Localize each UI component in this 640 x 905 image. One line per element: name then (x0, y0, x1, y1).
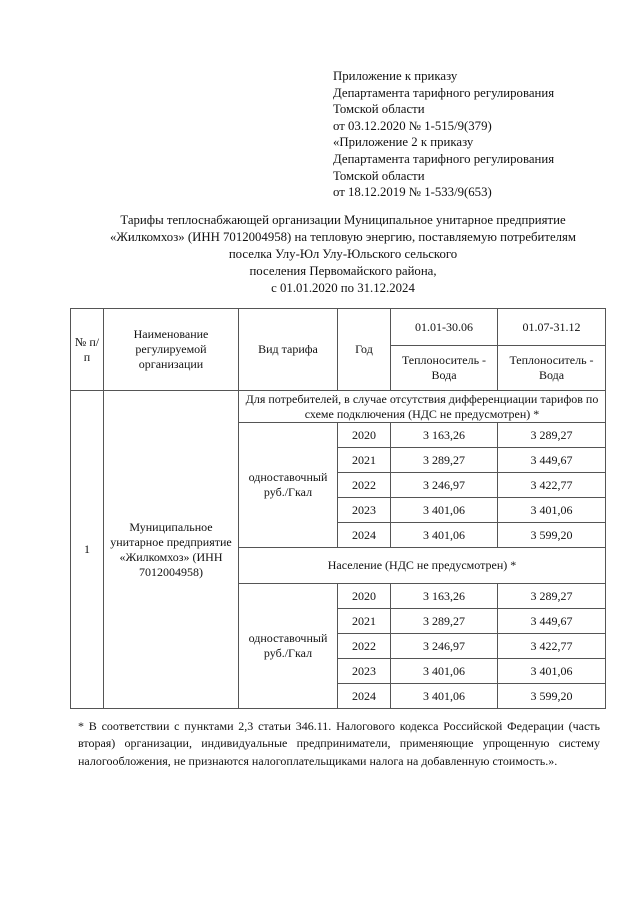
tariff-type: одноставочный руб./Гкал (239, 584, 338, 709)
tariff-h2-cell: 3 422,77 (498, 634, 606, 659)
tariff-h1-cell: 3 163,26 (391, 423, 498, 448)
tariff-h1-cell: 3 401,06 (391, 498, 498, 523)
tariff-h2-cell: 3 401,06 (498, 659, 606, 684)
header-org: Наименование регулируемой организации (104, 309, 239, 391)
header-line: Томской области (333, 102, 425, 117)
title-line: Тарифы теплоснабжающей организации Муниципальное унитарное предприятие (120, 213, 566, 227)
tariff-h2-cell: 3 401,06 (498, 498, 606, 523)
document-title (90, 212, 596, 297)
tariff-type: одноставочный руб./Гкал (239, 423, 338, 548)
tariff-h1-cell: 3 289,27 (391, 448, 498, 473)
header-line: Департамента тарифного регулирования (333, 85, 555, 100)
year-cell: 2024 (338, 684, 391, 709)
organization-name: Муниципальное унитарное предприятие «Жилкомхоз» (ИНН 7012004958) (104, 391, 239, 709)
year-cell: 2020 (338, 584, 391, 609)
tariff-h1-cell: 3 246,97 (391, 634, 498, 659)
tariff-h1-cell: 3 163,26 (391, 584, 498, 609)
tariff-h1-cell: 3 246,97 (391, 473, 498, 498)
tariff-h2-cell: 3 449,67 (498, 448, 606, 473)
tariff-h2-cell: 3 599,20 (498, 684, 606, 709)
year-cell: 2021 (338, 448, 391, 473)
order-header (333, 68, 554, 201)
header-line: от 18.12.2019 № 1-533/9(653) (333, 185, 492, 200)
tariff-table (70, 308, 606, 709)
header-num: № п/п (71, 309, 104, 391)
year-cell: 2022 (338, 634, 391, 659)
tariff-h2-cell: 3 449,67 (498, 609, 606, 634)
header-line: от 03.12.2020 № 1-515/9(379) (333, 118, 492, 133)
title-line: поселения Первомайского района, (249, 264, 437, 278)
header-carrier2: Теплоноситель - Вода (498, 346, 606, 391)
tariff-h2-cell: 3 599,20 (498, 523, 606, 548)
title-line: «Жилкомхоз» (ИНН 7012004958) на тепловую энергию, поставляемую потребителям (109, 230, 577, 244)
section-title: Население (НДС не предусмотрен) * (239, 548, 606, 584)
tariff-h2-cell: 3 289,27 (498, 423, 606, 448)
year-cell: 2021 (338, 609, 391, 634)
year-cell: 2022 (338, 473, 391, 498)
header-period2: 01.07-31.12 (498, 309, 606, 346)
header-line: Приложение к приказу (333, 69, 458, 83)
section-title: Для потребителей, в случае отсутствия дифференциации тарифов по схеме подключения (НДС не предусмотрен) * (239, 391, 606, 423)
footnote: * В соответствии с пунктами 2,3 статьи 346.11. Налогового кодекса Российской Федерации (часть вторая) организации, индивидуальные предприниматели, применяющие упрощенную систему налогообложения, не признаются налогоплательщиками налога на добавленную стоимость.». (78, 719, 600, 768)
tariff-h1-cell: 3 401,06 (391, 684, 498, 709)
header-carrier1: Теплоноситель - Вода (391, 346, 498, 391)
tariff-h2-cell: 3 289,27 (498, 584, 606, 609)
tariff-h2-cell: 3 422,77 (498, 473, 606, 498)
section-row (71, 391, 606, 423)
header-year: Год (338, 309, 391, 391)
year-cell: 2023 (338, 659, 391, 684)
year-cell: 2020 (338, 423, 391, 448)
year-cell: 2023 (338, 498, 391, 523)
title-line: поселка Улу-Юл Улу-Юльского сельского (228, 247, 458, 261)
header-line: Томской области (333, 168, 425, 183)
tariff-h1-cell: 3 401,06 (391, 523, 498, 548)
tariff-h1-cell: 3 401,06 (391, 659, 498, 684)
year-cell: 2024 (338, 523, 391, 548)
tariff-h1-cell: 3 289,27 (391, 609, 498, 634)
header-type: Вид тарифа (239, 309, 338, 391)
header-line: Департамента тарифного регулирования (333, 151, 555, 166)
title-line: с 01.01.2020 по 31.12.2024 (271, 281, 415, 295)
header-period1: 01.01-30.06 (391, 309, 498, 346)
row-number: 1 (71, 391, 104, 709)
header-line: «Приложение 2 к приказу (333, 135, 474, 150)
